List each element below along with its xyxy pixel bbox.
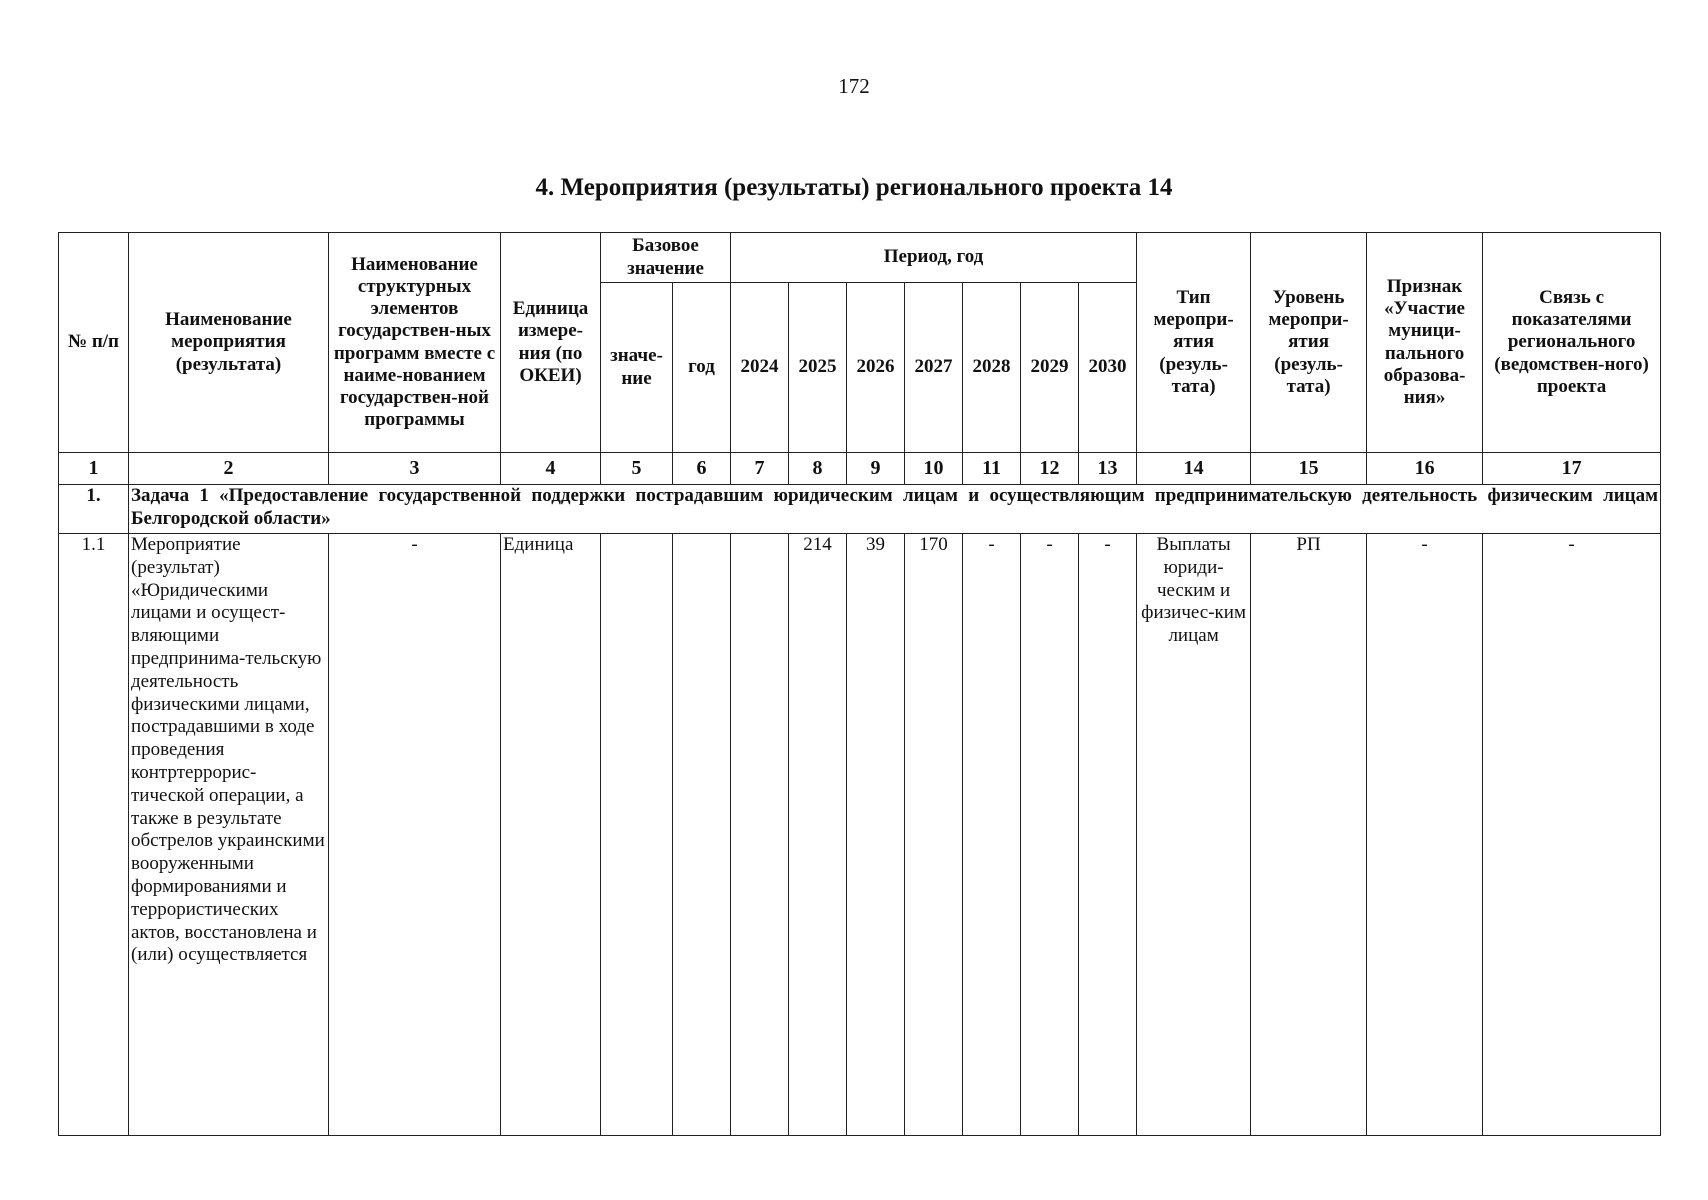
row-base-year: [673, 534, 731, 1136]
row-unit: Единица: [501, 534, 601, 1136]
header-base-value: значе-ние: [601, 283, 673, 453]
column-number-row: [59, 453, 1661, 485]
header-year-2025: 2025: [789, 283, 847, 453]
header-link: Связь с показателями регионального (ведомствен-ного) проекта: [1483, 233, 1661, 453]
header-unit: Единица измере-ния (по ОКЕИ): [501, 233, 601, 453]
task-number: 1.: [59, 485, 129, 534]
column-number: 11: [963, 453, 1021, 485]
row-type: Выплаты юриди-ческим и физичес-ким лицам: [1137, 534, 1251, 1136]
row-value-2029: -: [1021, 534, 1079, 1136]
row-structural: -: [329, 534, 501, 1136]
header-year-2028: 2028: [963, 283, 1021, 453]
column-number: 10: [905, 453, 963, 485]
column-number: 2: [129, 453, 329, 485]
header-level: Уровень меропри-ятия (резуль-тата): [1251, 233, 1367, 453]
column-number: 14: [1137, 453, 1251, 485]
row-level: РП: [1251, 534, 1367, 1136]
column-number: 13: [1079, 453, 1137, 485]
column-number: 9: [847, 453, 905, 485]
header-period: Период, год: [731, 233, 1137, 283]
task-row: [59, 485, 1661, 534]
row-value-2028: -: [963, 534, 1021, 1136]
column-number: 8: [789, 453, 847, 485]
row-base-value: [601, 534, 673, 1136]
column-number: 15: [1251, 453, 1367, 485]
row-number: 1.1: [59, 534, 129, 1136]
header-name: Наименование мероприятия (результата): [129, 233, 329, 453]
header-year-2030: 2030: [1079, 283, 1137, 453]
header-year-2024: 2024: [731, 283, 789, 453]
row-value-2025: 214: [789, 534, 847, 1136]
header-num: № п/п: [59, 233, 129, 453]
column-number: 12: [1021, 453, 1079, 485]
events-table: [58, 232, 1661, 1136]
row-name: Мероприятие (результат) «Юридическими лицами и осущест-вляющими предпринима-тельскую деятельность физическими лицами, пострадавшими в ходе проведения контртеррорис-тической операции, а также в результате обстрелов украинскими вооруженными формированиями и террористических актов, восстановлена и (или) осуществляется: [129, 534, 329, 1136]
column-number: 16: [1367, 453, 1483, 485]
header-sign: Признак «Участие муници-пального образова-ния»: [1367, 233, 1483, 453]
task-text: Задача 1 «Предоставление государственной поддержки пострадавшим юридическим лицам и осуществляющим предпринимательскую деятельность физическим лицам Белгородской области»: [129, 485, 1661, 534]
row-link: -: [1483, 534, 1661, 1136]
column-number: 6: [673, 453, 731, 485]
row-sign: -: [1367, 534, 1483, 1136]
header-base-year: год: [673, 283, 731, 453]
header-year-2029: 2029: [1021, 283, 1079, 453]
row-value-2024: [731, 534, 789, 1136]
column-number: 1: [59, 453, 129, 485]
table-row: [59, 534, 1661, 1136]
column-number: 5: [601, 453, 673, 485]
row-value-2030: -: [1079, 534, 1137, 1136]
row-value-2027: 170: [905, 534, 963, 1136]
column-number: 7: [731, 453, 789, 485]
row-value-2026: 39: [847, 534, 905, 1136]
column-number: 17: [1483, 453, 1661, 485]
page-title: 4. Мероприятия (результаты) регионального проекта 14: [535, 174, 1173, 201]
header-type: Тип меропри-ятия (резуль-тата): [1137, 233, 1251, 453]
header-base: Базовое значение: [601, 233, 731, 283]
header-year-2026: 2026: [847, 283, 905, 453]
column-number: 4: [501, 453, 601, 485]
column-number: 3: [329, 453, 501, 485]
header-year-2027: 2027: [905, 283, 963, 453]
page-number: 172: [838, 74, 870, 98]
header-structural: Наименование структурных элементов государствен-ных программ вместе с наиме-нованием государствен-ной программы: [329, 233, 501, 453]
